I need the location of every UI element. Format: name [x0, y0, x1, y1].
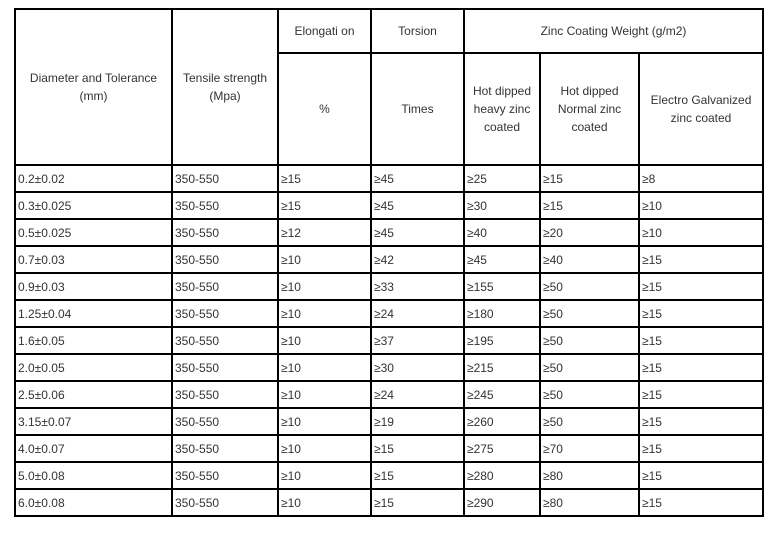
cell-electro: ≥15 [639, 435, 763, 462]
cell-hot-heavy: ≥245 [464, 381, 540, 408]
header-tensile-strength: Tensile strength (Mpa) [172, 9, 278, 165]
header-electro-galvanized: Electro Galvanized zinc coated [639, 53, 763, 165]
cell-elongation: ≥10 [278, 408, 371, 435]
table-row [15, 462, 763, 489]
cell-hot-normal: ≥50 [540, 408, 639, 435]
cell-hot-normal: ≥80 [540, 462, 639, 489]
cell-tensile: 350-550 [172, 489, 278, 516]
cell-tensile: 350-550 [172, 381, 278, 408]
cell-electro: ≥15 [639, 462, 763, 489]
cell-torsion: ≥45 [371, 219, 464, 246]
cell-electro: ≥15 [639, 489, 763, 516]
cell-electro: ≥10 [639, 192, 763, 219]
cell-elongation: ≥10 [278, 327, 371, 354]
cell-hot-normal: ≥40 [540, 246, 639, 273]
cell-diameter: 6.0±0.08 [15, 489, 172, 516]
cell-diameter: 0.2±0.02 [15, 165, 172, 192]
cell-electro: ≥10 [639, 219, 763, 246]
table-row [15, 165, 763, 192]
cell-diameter: 0.5±0.025 [15, 219, 172, 246]
header-torsion-unit: Times [371, 53, 464, 165]
header-hot-dipped-heavy: Hot dipped heavy zinc coated [464, 53, 540, 165]
cell-hot-heavy: ≥215 [464, 354, 540, 381]
cell-diameter: 1.6±0.05 [15, 327, 172, 354]
header-hot-dipped-normal: Hot dipped Normal zinc coated [540, 53, 639, 165]
cell-diameter: 1.25±0.04 [15, 300, 172, 327]
cell-torsion: ≥37 [371, 327, 464, 354]
cell-torsion: ≥45 [371, 192, 464, 219]
cell-diameter: 3.15±0.07 [15, 408, 172, 435]
cell-hot-heavy: ≥280 [464, 462, 540, 489]
cell-diameter: 5.0±0.08 [15, 462, 172, 489]
cell-electro: ≥15 [639, 381, 763, 408]
cell-elongation: ≥12 [278, 219, 371, 246]
cell-electro: ≥15 [639, 246, 763, 273]
cell-torsion: ≥45 [371, 165, 464, 192]
cell-diameter: 0.7±0.03 [15, 246, 172, 273]
cell-elongation: ≥10 [278, 300, 371, 327]
cell-hot-normal: ≥50 [540, 354, 639, 381]
cell-hot-normal: ≥50 [540, 300, 639, 327]
cell-electro: ≥8 [639, 165, 763, 192]
table-row [15, 273, 763, 300]
header-diameter: Diameter and Tolerance (mm) [15, 9, 172, 165]
cell-tensile: 350-550 [172, 273, 278, 300]
cell-tensile: 350-550 [172, 327, 278, 354]
cell-elongation: ≥15 [278, 165, 371, 192]
cell-torsion: ≥24 [371, 381, 464, 408]
cell-diameter: 2.0±0.05 [15, 354, 172, 381]
cell-hot-normal: ≥50 [540, 273, 639, 300]
cell-hot-heavy: ≥290 [464, 489, 540, 516]
cell-hot-heavy: ≥25 [464, 165, 540, 192]
cell-elongation: ≥10 [278, 354, 371, 381]
cell-tensile: 350-550 [172, 408, 278, 435]
cell-hot-normal: ≥50 [540, 381, 639, 408]
spec-table-container [14, 8, 764, 517]
cell-tensile: 350-550 [172, 354, 278, 381]
cell-hot-heavy: ≥275 [464, 435, 540, 462]
cell-torsion: ≥19 [371, 408, 464, 435]
cell-hot-heavy: ≥195 [464, 327, 540, 354]
cell-tensile: 350-550 [172, 246, 278, 273]
cell-hot-heavy: ≥180 [464, 300, 540, 327]
cell-hot-normal: ≥70 [540, 435, 639, 462]
cell-tensile: 350-550 [172, 192, 278, 219]
table-row [15, 489, 763, 516]
table-header [15, 9, 763, 165]
table-row [15, 246, 763, 273]
cell-electro: ≥15 [639, 327, 763, 354]
cell-tensile: 350-550 [172, 165, 278, 192]
cell-elongation: ≥10 [278, 462, 371, 489]
cell-elongation: ≥15 [278, 192, 371, 219]
table-row [15, 192, 763, 219]
header-torsion: Torsion [371, 9, 464, 53]
cell-torsion: ≥33 [371, 273, 464, 300]
spec-table [14, 8, 764, 517]
cell-hot-heavy: ≥45 [464, 246, 540, 273]
table-row [15, 381, 763, 408]
cell-diameter: 0.9±0.03 [15, 273, 172, 300]
cell-electro: ≥15 [639, 408, 763, 435]
cell-diameter: 2.5±0.06 [15, 381, 172, 408]
table-row [15, 435, 763, 462]
cell-hot-normal: ≥15 [540, 192, 639, 219]
cell-hot-heavy: ≥155 [464, 273, 540, 300]
table-row [15, 354, 763, 381]
cell-hot-heavy: ≥30 [464, 192, 540, 219]
cell-torsion: ≥15 [371, 489, 464, 516]
cell-elongation: ≥10 [278, 273, 371, 300]
cell-hot-heavy: ≥260 [464, 408, 540, 435]
cell-diameter: 0.3±0.025 [15, 192, 172, 219]
header-elongation: Elongati on [278, 9, 371, 53]
table-body [15, 165, 763, 516]
cell-diameter: 4.0±0.07 [15, 435, 172, 462]
table-row [15, 219, 763, 246]
cell-torsion: ≥30 [371, 354, 464, 381]
header-row-top [15, 9, 763, 53]
cell-tensile: 350-550 [172, 219, 278, 246]
cell-hot-normal: ≥50 [540, 327, 639, 354]
cell-tensile: 350-550 [172, 435, 278, 462]
header-zinc-coating-weight: Zinc Coating Weight (g/m2) [464, 9, 763, 53]
cell-torsion: ≥42 [371, 246, 464, 273]
cell-electro: ≥15 [639, 300, 763, 327]
cell-elongation: ≥10 [278, 435, 371, 462]
header-elongation-unit: % [278, 53, 371, 165]
table-row [15, 408, 763, 435]
cell-elongation: ≥10 [278, 489, 371, 516]
cell-elongation: ≥10 [278, 381, 371, 408]
cell-torsion: ≥15 [371, 462, 464, 489]
cell-hot-normal: ≥20 [540, 219, 639, 246]
cell-hot-normal: ≥80 [540, 489, 639, 516]
cell-electro: ≥15 [639, 273, 763, 300]
cell-elongation: ≥10 [278, 246, 371, 273]
cell-tensile: 350-550 [172, 300, 278, 327]
cell-torsion: ≥15 [371, 435, 464, 462]
cell-tensile: 350-550 [172, 462, 278, 489]
cell-hot-heavy: ≥40 [464, 219, 540, 246]
cell-torsion: ≥24 [371, 300, 464, 327]
cell-hot-normal: ≥15 [540, 165, 639, 192]
cell-electro: ≥15 [639, 354, 763, 381]
table-row [15, 300, 763, 327]
table-row [15, 327, 763, 354]
